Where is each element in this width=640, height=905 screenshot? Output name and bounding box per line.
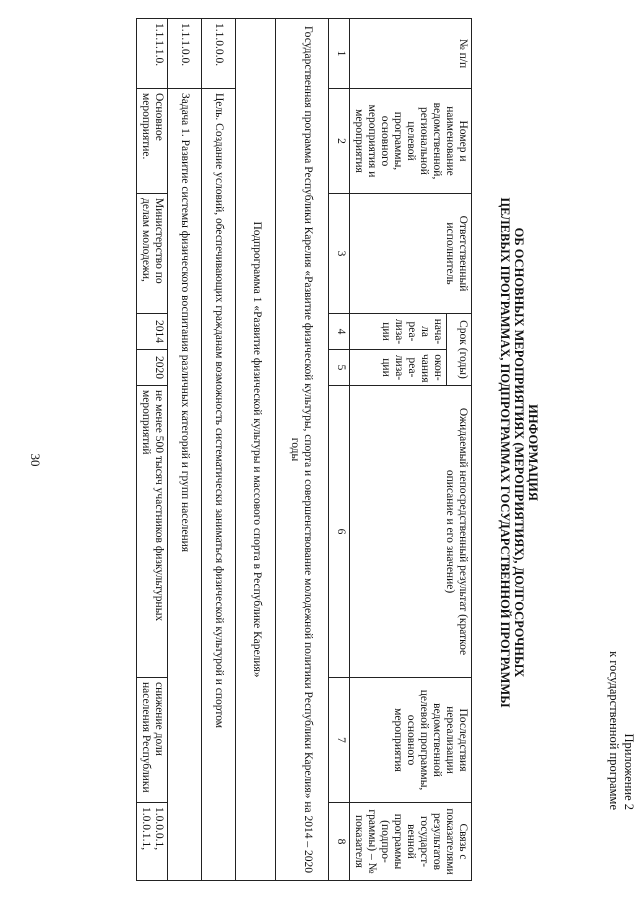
subprogram-row [236,19,276,881]
row-end: 2020 [137,350,168,386]
row-executor: Министерство по делам молодежи, [137,194,168,314]
title-line-3: ЦЕЛЕВЫХ ПРОГРАММАХ, ПОДПРОГРАММАХ ГОСУДАРСТВЕННОЙ ПРОГРАММЫ [498,197,512,708]
table-row [137,19,168,881]
task-row [168,19,202,881]
task-text: Задача 1. Развитие системы физического воспитания различных категорий и групп населения [168,89,202,881]
header-term: Срок (годы) [447,314,472,386]
col-number: 8 [329,803,350,881]
title-line-1: ИНФОРМАЦИЯ [526,404,540,501]
header-term-start: нача-ла реа-лиза-ции [350,314,447,350]
header-executor: Ответственный исполнитель [350,194,472,314]
header-row [447,19,472,881]
row-consequences: снижение доли населения Республики [137,678,168,803]
column-number-row [329,19,350,881]
row-link: 1.0.0.0.1, 1.0.0.1.1, [137,803,168,881]
header-consequences: Последствия нереализации ведомственной целевой программы, основного мероприятия [350,678,472,803]
goal-row [202,19,236,881]
col-number: 1 [329,19,350,89]
appendix-line-1: Приложение 2 [622,733,636,810]
header-name: Номер и наименование ведомственной, региональной целевой программы, основного мероприятия и мероприятия [350,89,472,194]
header-num: № п/п [350,19,472,89]
col-number: 7 [329,678,350,803]
page-number: 30 [28,453,43,467]
col-number: 2 [329,89,350,194]
col-number: 6 [329,386,350,678]
title-line-2: ОБ ОСНОВНЫХ МЕРОПРИЯТИЯХ (МЕРОПРИЯТИЯХ), ДОЛГОСРОЧНЫХ [512,227,526,678]
goal-text: Цель. Создание условий, обеспечивающих гражданам возможность систематически заниматься физической культурой и спортом [202,89,236,881]
program-title: Государственная программа Республики Карелия «Развитие физической культуры, спорта и совершенствование молодежной политики Республики Карелия» на 2014 – 2020 годы [276,19,329,881]
activities-table [136,18,472,881]
col-number: 3 [329,194,350,314]
header-term-end: окон-чания реа-лиза-ции [350,350,447,386]
row-result: не менее 500 тысяч участников физкультурных мероприятий [137,386,168,678]
row-start: 2014 [137,314,168,350]
document-title [498,0,540,905]
header-result: Ожидаемый непосредственный результат (краткое описание и его значение) [350,386,472,678]
row-name: Основное мероприятие. [137,89,168,194]
col-number: 5 [329,350,350,386]
row-number: 1.1.1.1.0. [137,19,168,89]
program-row [276,19,329,881]
appendix-line-2: к государственной программе [607,651,621,810]
subprogram-title: Подпрограмма 1 «Развитие физической культуры и массового спорта в Республике Карелия» [236,19,276,881]
task-number: 1.1.1.0.0. [168,19,202,89]
header-link: Связь с показателями результатов государст-венной программы (подпро-граммы) – № показателя [350,803,472,881]
goal-number: 1.1.0.0.0. [202,19,236,89]
appendix-note [606,0,636,810]
col-number: 4 [329,314,350,350]
